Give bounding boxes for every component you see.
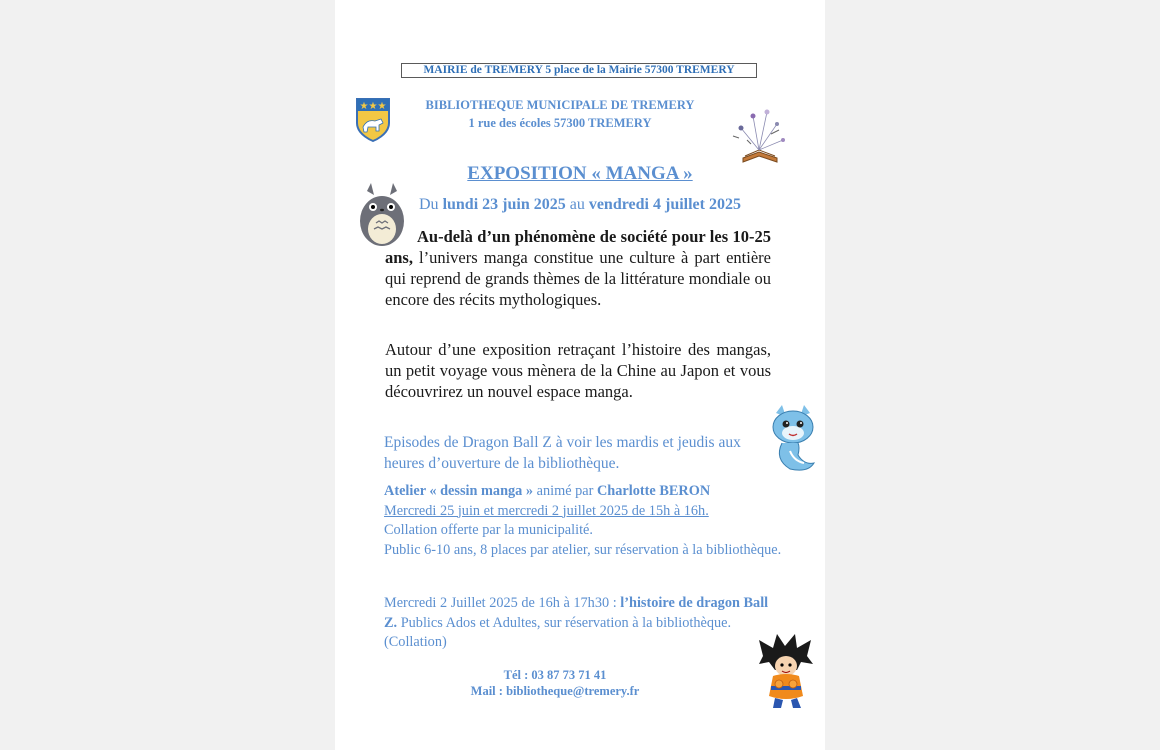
svg-text:★★★: ★★★	[359, 101, 387, 112]
coat-of-arms-icon	[355, 97, 391, 143]
intro-bold: Au-delà d’un phénomène de société pour les 10-25 ans,	[385, 227, 771, 267]
event-title: EXPOSITION « MANGA »	[467, 163, 693, 184]
conference-date: Mercredi 2 Juillet 2025 de 16h à 17h30 :	[384, 595, 617, 611]
start-date: lundi 23 juin 2025	[442, 196, 566, 213]
exhibition-paragraph: Autour d’une exposition retraçant l’histoire des mangas, un petit voyage vous mènera de la Chine au Japon et vous découvrirez un nouvel espace manga.	[385, 340, 771, 401]
conference-details: Publics Ados et Adultes, sur réservation à la bibliothèque. (Collation)	[384, 614, 732, 650]
contact-mail: Mail : bibliotheque@tremery.fr	[470, 684, 640, 698]
blue-cat-illustration	[768, 403, 818, 475]
event-dates	[335, 196, 825, 214]
intro-paragraph	[385, 226, 771, 310]
flyer-page	[335, 0, 825, 750]
library-info	[395, 96, 725, 132]
conference-paragraph	[384, 594, 774, 653]
atelier-collation: Collation offerte par la municipalité.	[384, 522, 593, 538]
goku-illustration	[757, 634, 815, 710]
dragon-ball-episodes-paragraph: Episodes de Dragon Ball Z à voir les mardis et jeudis aux heures d’ouverture de la bibliothèque.	[384, 434, 741, 472]
atelier-title: Atelier « dessin manga »	[384, 483, 534, 499]
atelier-dates: Mercredi 25 juin et mercredi 2 juillet 2025 de 15h à 16h.	[384, 502, 709, 519]
intro-rest: l’univers manga constitue une culture à part entière qui reprend de grands thèmes de la littérature mondiale ou encore des récits mythologiques.	[385, 248, 771, 309]
dates-prefix: Du	[419, 196, 439, 213]
atelier-public: Public 6-10 ans, 8 places par atelier, sur réservation à la bibliothèque.	[384, 541, 782, 558]
open-book-illustration	[727, 106, 791, 166]
library-address: 1 rue des écoles 57300 TREMERY	[468, 116, 652, 130]
atelier-section	[384, 482, 784, 560]
contact-info	[335, 667, 775, 699]
atelier-animator: Charlotte BERON	[596, 483, 711, 499]
atelier-animated-by: animé par	[533, 483, 597, 499]
dates-middle: au	[569, 196, 585, 213]
conference-title: l’histoire de dragon Ball Z.	[384, 595, 769, 631]
library-name: BIBLIOTHEQUE MUNICIPALE DE TREMERY	[425, 98, 695, 112]
atelier-heading	[384, 482, 784, 502]
mairie-header: MAIRIE de TREMERY 5 place de la Mairie 57300 TREMERY	[401, 63, 757, 78]
contact-tel: Tél : 03 87 73 71 41	[503, 668, 607, 682]
end-date: vendredi 4 juillet 2025	[588, 196, 741, 213]
